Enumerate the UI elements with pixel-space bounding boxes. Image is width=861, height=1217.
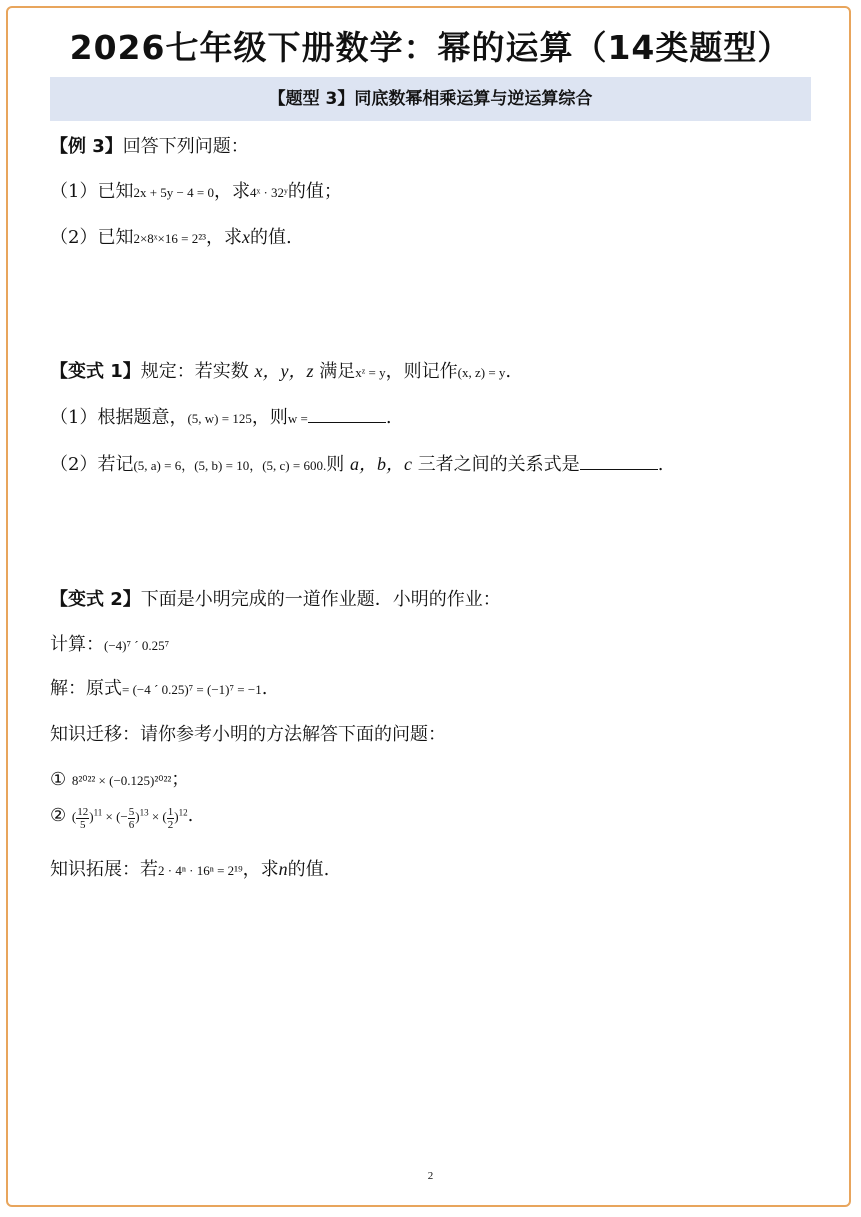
math-answer-label: w =	[287, 411, 308, 426]
variant2-solution: 解：原式= (−4 ´ 0.25)⁷ = (−1)⁷ = −1.	[50, 678, 268, 699]
variant2-heading: 【变式 2】下面是小明完成的一道作业题．小明的作业：	[50, 589, 501, 610]
variant2-tag: 【变式 2】	[50, 589, 141, 610]
section-heading: 【题型 3】同底数幂相乘运算与逆运算综合	[50, 77, 811, 121]
math-condition: xᶻ = y	[355, 365, 386, 380]
example3-intro: 回答下列问题：	[122, 136, 249, 157]
variant2-transfer: 知识迁移：请你参考小明的方法解答下面的问题：	[50, 724, 446, 745]
math-condition: 2x + 5y − 4 = 0	[133, 185, 214, 200]
math-expression: 4ˣ · 32ʸ	[249, 185, 288, 200]
variant1-question2: （2）若记(5, a) = 6，(5, b) = 10，(5, c) = 600.则 a，b，c 三者之间的关系式是 .	[50, 454, 664, 475]
example3-tag: 【例 3】	[50, 136, 123, 157]
math-variable: x	[242, 227, 251, 247]
math-expression: (5, a) = 6，(5, b) = 10，(5, c) = 600.	[133, 458, 327, 473]
variant2-calc: 计算：(−4)⁷ ´ 0.25⁷	[50, 634, 170, 655]
example3-question2: （2）已知2×8ˣ×16 = 2²³，求x的值.	[50, 227, 292, 248]
math-expression: (−4)⁷ ´ 0.25⁷	[104, 638, 170, 653]
example3-question1: （1）已知2x + 5y − 4 = 0，求4ˣ · 32ʸ的值；	[50, 181, 342, 202]
page-title: 2026七年级下册数学：幂的运算（14类题型）	[69, 28, 792, 67]
math-variable: n	[278, 859, 288, 879]
variant1-heading: 【变式 1】规定：若实数 x，y，z 满足xᶻ = y，则记作(x, z) = y.	[50, 361, 512, 382]
variant1-tag: 【变式 1】	[50, 361, 141, 382]
math-expression: (5, w) = 125	[187, 411, 252, 426]
math-expression: = (−4 ´ 0.25)⁷ = (−1)⁷ = −1	[122, 682, 262, 697]
math-condition: 2×8ˣ×16 = 2²³	[133, 231, 207, 246]
math-expression: 2 · 4ⁿ · 16ⁿ = 2¹⁹	[158, 863, 243, 878]
variant2-extension: 知识拓展：若2 · 4ⁿ · 16ⁿ = 2¹⁹，求n的值.	[50, 859, 330, 880]
math-notation: (x, z) = y	[457, 365, 506, 380]
math-variables: a，b，c	[349, 454, 412, 474]
answer-blank[interactable]	[308, 408, 386, 423]
variant1-question1: （1）根据题意，(5, w) = 125，则w = .	[50, 407, 392, 428]
math-expression-fractions: ( $\frac{12}{5}$ )$^{11}$ × (− $\frac{5}{6}$ )$^{13}$ × ( $\frac{1}{2}$ )$^{12}$	[71, 805, 188, 831]
fraction: $\frac{1}{2}$	[167, 805, 174, 831]
math-variables: x，y，z	[254, 361, 314, 381]
fraction: $\frac{5}{6}$	[128, 805, 135, 831]
variant2-item1: ① 8²⁰²² × (−0.125)²⁰²²；	[50, 769, 190, 790]
variant2-item2: ② ( $\frac{12}{5}$ )$^{11}$ × (− $\frac{5}{6}$ )$^{13}$ × ( $\frac{1}{2}$ )$^{12}$.	[50, 805, 194, 831]
example3-heading	[50, 132, 249, 158]
answer-blank[interactable]	[580, 455, 658, 470]
page-number: 2	[427, 1170, 434, 1182]
math-expression: 8²⁰²² × (−0.125)²⁰²²	[71, 773, 172, 788]
fraction: $\frac{12}{5}$	[77, 805, 89, 831]
